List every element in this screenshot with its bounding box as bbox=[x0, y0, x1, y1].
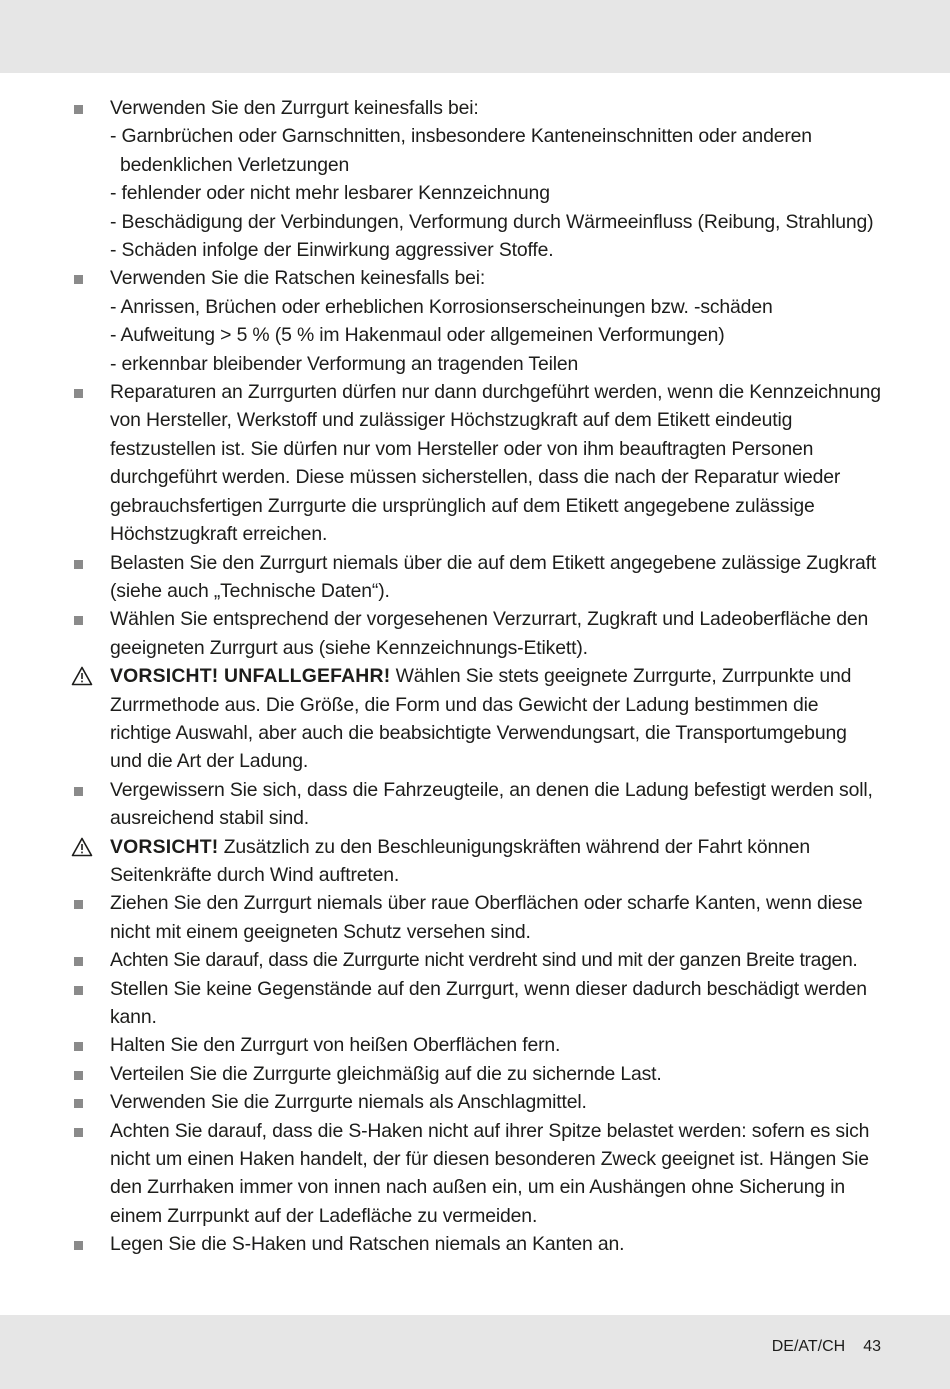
sub-item: - Schäden infolge der Einwirkung aggressiver Stoffe. bbox=[110, 239, 554, 262]
warning-triangle-icon bbox=[70, 662, 90, 690]
warning-body: Wählen Sie stets geeignete Zurrgurte, Zurrpunkte und Zurrmethode aus. Die Größe, die Form und das Gewicht der Ladung bestimmen die richtige Auswahl, aber auch die beabsichtigte Verwendungsart, die Transportumgebung und die Art der Ladung. bbox=[110, 665, 852, 773]
item-text: Belasten Sie den Zurrgurt niemals über die auf dem Etikett angegebene zulässige Zugkraft (siehe auch „Technische Daten“). bbox=[110, 551, 877, 602]
sub-item: - Aufweitung > 5 % (5 % im Hakenmaul oder allgemeinen Verformungen) bbox=[110, 324, 725, 347]
list-item bbox=[70, 605, 882, 662]
sub-item: - Beschädigung der Verbindungen, Verformung durch Wärmeeinfluss (Reibung, Strahlung) bbox=[110, 210, 874, 233]
item-text: Verwenden Sie den Zurrgurt keinesfalls bei: bbox=[110, 97, 479, 119]
item-text: Halten Sie den Zurrgurt von heißen Oberflächen fern. bbox=[110, 1034, 561, 1057]
list-item bbox=[70, 946, 882, 974]
safety-instructions bbox=[70, 94, 882, 1259]
warning-text bbox=[110, 833, 882, 890]
list-item bbox=[70, 776, 882, 833]
list-item bbox=[70, 889, 882, 946]
list-item bbox=[70, 1031, 882, 1059]
list-item bbox=[70, 975, 882, 1032]
item-text: Achten Sie darauf, dass die Zurrgurte nicht verdreht sind und mit der ganzen Breite tragen. bbox=[110, 949, 858, 972]
page-number: 43 bbox=[863, 1338, 881, 1355]
bullet-square-icon bbox=[70, 776, 90, 804]
warning-item bbox=[70, 662, 882, 776]
item-text: Vergewissern Sie sich, dass die Fahrzeugteile, an denen die Ladung befestigt werden soll, ausreichend stabil sind. bbox=[110, 778, 873, 830]
item-text: Achten Sie darauf, dass die S-Haken nicht auf ihrer Spitze belastet werden: sofern es sich nicht um einen Haken handelt, der für diesen besonderen Zweck geeignet ist. Hängen Sie den Zurrhaken immer von innen nach außen ein, um ein Aushängen ohne Sicherung in einem Zurrpunkt auf der Ladefläche zu vermeiden. bbox=[110, 1119, 870, 1227]
list-item bbox=[70, 264, 882, 378]
list-item bbox=[70, 1230, 882, 1258]
list-item bbox=[70, 1117, 882, 1231]
item-text: Verwenden Sie die Ratschen keinesfalls bei: bbox=[110, 267, 486, 290]
language-code: DE/AT/CH bbox=[771, 1338, 846, 1355]
bullet-square-icon bbox=[70, 1088, 90, 1116]
warning-item bbox=[70, 833, 882, 890]
item-text: Verteilen Sie die Zurrgurte gleichmäßig auf die zu sichernde Last. bbox=[110, 1062, 662, 1085]
warning-triangle-icon bbox=[70, 833, 90, 861]
bullet-square-icon bbox=[70, 549, 90, 577]
header-band bbox=[0, 0, 950, 73]
sub-item: - Anrissen, Brüchen oder erheblichen Korrosionserscheinungen bzw. -schäden bbox=[110, 295, 773, 318]
warning-label: VORSICHT! bbox=[110, 835, 219, 858]
item-text: Legen Sie die S-Haken und Ratschen niemals an Kanten an. bbox=[110, 1233, 625, 1256]
page-footer bbox=[772, 1337, 881, 1357]
sub-item: - fehlender oder nicht mehr lesbarer Kennzeichnung bbox=[110, 182, 550, 205]
warning-label: VORSICHT! UNFALLGEFAHR! bbox=[110, 665, 391, 688]
list-item bbox=[70, 1088, 882, 1116]
sub-item: - Garnbrüchen oder Garnschnitten, insbesondere Kanteneinschnitten oder anderen bedenklichen Verletzungen bbox=[110, 125, 812, 176]
warning-text bbox=[110, 662, 882, 776]
bullet-square-icon bbox=[70, 264, 90, 292]
sub-item: - erkennbar bleibender Verformung an tragenden Teilen bbox=[110, 352, 579, 375]
bullet-square-icon bbox=[70, 1031, 90, 1059]
bullet-square-icon bbox=[70, 889, 90, 917]
bullet-square-icon bbox=[70, 1230, 90, 1258]
bullet-square-icon bbox=[70, 946, 90, 974]
item-text: Wählen Sie entsprechend der vorgesehenen Verzurrart, Zugkraft und Ladeoberfläche den geeigneten Zurrgurt aus (siehe Kennzeichnungs-Etikett). bbox=[110, 608, 869, 659]
item-text: Ziehen Sie den Zurrgurt niemals über raue Oberflächen oder scharfe Kanten, wenn diese nicht mit einem geeigneten Schutz versehen sind. bbox=[110, 892, 863, 943]
item-text: Stellen Sie keine Gegenstände auf den Zurrgurt, wenn dieser dadurch beschädigt werden kann. bbox=[110, 977, 867, 1028]
bullet-square-icon bbox=[70, 378, 90, 406]
list-item bbox=[70, 549, 882, 606]
bullet-square-icon bbox=[70, 1060, 90, 1088]
item-text: Verwenden Sie die Zurrgurte niemals als Anschlagmittel. bbox=[110, 1091, 587, 1114]
warning-body: Zusätzlich zu den Beschleunigungskräften während der Fahrt können Seitenkräfte durch Wind auftreten. bbox=[110, 835, 811, 886]
list-item bbox=[70, 378, 882, 548]
bullet-square-icon bbox=[70, 1117, 90, 1145]
bullet-square-icon bbox=[70, 94, 90, 122]
list-item bbox=[70, 94, 882, 264]
bullet-square-icon bbox=[70, 975, 90, 1003]
bullet-square-icon bbox=[70, 605, 90, 633]
list-item bbox=[70, 1060, 882, 1088]
item-text: Reparaturen an Zurrgurten dürfen nur dann durchgeführt werden, wenn die Kennzeichnung von Hersteller, Werkstoff und zulässiger Höchstzugkraft auf dem Etikett eindeutig festzustellen ist. Sie dürfen nur vom Hersteller oder von ihm beauftragten Personen durchgeführt werden. Diese müssen sicherstellen, dass die nach der Reparatur wieder gebrauchsfertigen Zurrgurte die ursprünglich auf dem Etikett angegebene zulässige Höchstzugkraft erreichen. bbox=[110, 381, 881, 546]
